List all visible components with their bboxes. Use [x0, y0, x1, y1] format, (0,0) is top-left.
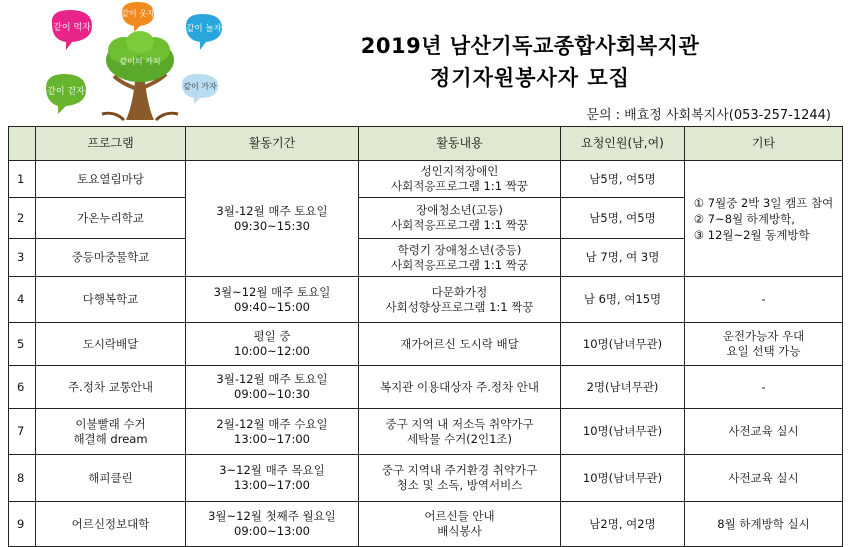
content-line: 사회적응프로그램 1:1 짝궁	[391, 257, 528, 272]
content-line: 중구 지역내 주거환경 취약가구	[381, 463, 538, 477]
header-period: 활동기간	[186, 127, 359, 161]
content-line: 다문화가정	[431, 284, 488, 299]
period-line: 3~12월 매주 목요일	[219, 463, 325, 477]
period-line: 09:40~15:00	[234, 299, 310, 314]
people-cell: 2명(남녀무관)	[561, 366, 685, 409]
period-cell-shared	[186, 161, 359, 277]
program-cell: 중등마중물학교	[36, 239, 186, 277]
contact-info: 문의 : 배효정 사회복지사(053-257-1244)	[586, 108, 831, 123]
content-line: 청소 및 소독, 방역서비스	[396, 478, 523, 492]
content-cell	[359, 455, 561, 502]
row-number: 1	[9, 161, 36, 198]
period-cell	[186, 366, 359, 409]
page-title: 2019년 남산기독교종합사회복지관	[360, 34, 700, 58]
etc-cell: 8월 하계방학 실시	[685, 502, 843, 547]
period-line: 3월~12월 매주 토요일	[213, 284, 331, 299]
content-line: 세탁물 수거(2인1조)	[406, 431, 513, 446]
bubble-text-3: 같이 놀자	[186, 24, 222, 34]
people-cell: 10명(남녀무관)	[561, 455, 685, 502]
row-number: 2	[9, 198, 36, 239]
bubble-text-4: 같이 가자	[183, 82, 217, 91]
etc-cell: 사전교육 실시	[685, 409, 843, 455]
program-cell: 가온누리학교	[36, 198, 186, 239]
people-cell: 남2명, 여2명	[561, 502, 685, 547]
program-cell: 도시락배달	[36, 323, 186, 366]
page-subtitle: 정기자원봉사자 모집	[430, 66, 630, 90]
tree-illustration	[40, 2, 240, 126]
etc-line: ② 7~8월 하계방학,	[693, 211, 795, 226]
content-cell	[359, 198, 561, 239]
bubble-text-5: 같이 걷자	[47, 87, 85, 97]
program-cell: 토요열림마당	[36, 161, 186, 198]
program-cell: 어르신정보대학	[36, 502, 186, 547]
period-cell	[186, 455, 359, 502]
period-line: 3월~12월 첫째주 월요일	[208, 509, 336, 523]
etc-cell: 사전교육 실시	[685, 455, 843, 502]
etc-cell: -	[685, 277, 843, 323]
row-number: 5	[9, 323, 36, 366]
period-line: 10:00~12:00	[234, 344, 310, 358]
people-cell: 10명(남녀무관)	[561, 323, 685, 366]
bubble-text-2: 같이 웃자	[121, 9, 155, 18]
row-number: 6	[9, 366, 36, 409]
table-row	[9, 455, 843, 502]
program-cell: 해피클린	[36, 455, 186, 502]
period-cell	[186, 409, 359, 455]
content-cell	[359, 277, 561, 323]
header-program: 프로그램	[36, 127, 186, 161]
content-cell	[359, 239, 561, 277]
volunteer-table	[8, 126, 843, 547]
row-number: 8	[9, 455, 36, 502]
content-line: 재가어르신 도시락 배달	[400, 336, 519, 351]
content-cell	[359, 366, 561, 409]
content-line: 사회성향상프로그램 1:1 짝꿍	[385, 299, 534, 314]
program-cell: 주.정차 교통안내	[36, 366, 186, 409]
row-number: 3	[9, 239, 36, 277]
content-line: 배식봉사	[437, 524, 482, 538]
content-cell	[359, 323, 561, 366]
period-line: 13:00~17:00	[234, 478, 310, 492]
people-cell: 남5명, 여5명	[561, 161, 685, 198]
header-people: 요청인원(남,여)	[561, 127, 685, 161]
people-cell: 10명(남녀무관)	[561, 409, 685, 455]
period-line: 2월-12월 매주 수요일	[216, 416, 328, 431]
etc-cell-shared	[685, 161, 843, 277]
table-row	[9, 366, 843, 409]
people-cell: 남5명, 여5명	[561, 198, 685, 239]
header-etc: 기타	[685, 127, 843, 161]
etc-cell	[685, 323, 843, 366]
row-number: 4	[9, 277, 36, 323]
program-cell: 다행복학교	[36, 277, 186, 323]
table-row	[9, 409, 843, 455]
row-number: 7	[9, 409, 36, 455]
period-line: 평일 중	[253, 329, 291, 343]
period-line: 13:00~17:00	[234, 431, 310, 446]
etc-cell: -	[685, 366, 843, 409]
content-line: 사회적응프로그램 1:1 짝꿍	[391, 179, 528, 193]
content-cell	[359, 161, 561, 198]
period-line: 09:00~13:00	[234, 524, 310, 538]
program-line: 이불빨래 수거	[75, 416, 146, 431]
header-num	[9, 127, 36, 161]
logo-tree	[40, 2, 240, 126]
etc-line: 운전가능자 우대	[722, 329, 805, 343]
etc-line: ① 7월중 2박 3일 캠프 참여	[693, 195, 834, 210]
people-cell: 남 7명, 여 3명	[561, 239, 685, 277]
content-line: 학령기 장애청소년(중등)	[397, 242, 522, 257]
content-cell	[359, 409, 561, 455]
etc-line: 요일 선택 가능	[726, 344, 801, 358]
people-cell: 남 6명, 여15명	[561, 277, 685, 323]
etc-list	[694, 195, 833, 243]
etc-line: ③ 12월~2월 동계방학	[693, 227, 810, 242]
program-line: 해결해 dream	[73, 431, 148, 446]
period-cell	[186, 277, 359, 323]
period-line: 09:30~15:30	[234, 218, 310, 233]
program-cell	[36, 409, 186, 455]
period-line: 3월-12월 매주 토요일	[216, 203, 328, 218]
content-line: 중구 지역 내 저소득 취약가구	[385, 416, 534, 431]
content-line: 장애청소년(고등)	[416, 203, 503, 217]
content-line: 성인지적장애인	[420, 164, 499, 178]
row-number: 9	[9, 502, 36, 547]
period-cell	[186, 323, 359, 366]
header-content: 활동내용	[359, 127, 561, 161]
content-line: 사회적응프로그램 1:1 짝꿍	[391, 218, 528, 232]
table-row	[9, 277, 843, 323]
table-row	[9, 161, 843, 198]
table-header-row	[9, 127, 843, 161]
trunk-text: 같이의 가치	[119, 57, 161, 66]
period-line: 09:00~10:30	[234, 387, 310, 401]
content-line: 복지관 이용대상자 주.정차 안내	[379, 379, 540, 394]
content-line: 어르신들 안내	[424, 509, 495, 523]
period-line: 3월-12월 매주 토요일	[216, 372, 328, 386]
table-row	[9, 323, 843, 366]
bubble-text-1: 같이 먹자	[53, 23, 91, 33]
